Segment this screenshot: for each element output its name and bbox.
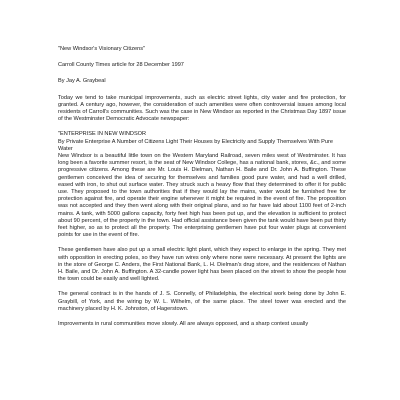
electric-light-paragraph: These gentlemen have also put up a small electric light plant, which they expect to enlarge in the spring. They met with opposition in erecting poles, so they have run wires only where none were necessary. At present the lights are in the store of George C. Anders, the First National Bank, L. H. Dielman's drug store, and the residences of Nathan H. Baile, and Dr. John A. Buffington. A 32-candle power light has been placed on the street to show the people how the town could be easily and well lighted. [58,247,346,283]
quoted-article [58,131,346,239]
quote-subheading: By Private Enterprise A Number of Citizens Light Their Houses by Electricity and Supply Themselves With Pure Water [58,138,333,152]
closing-paragraph: Improvements in rural communities move slowly. All are always opposed, and a sharp contest usually [58,321,309,328]
quote-heading: "ENTERPRISE IN NEW WINDSOR [58,131,147,138]
article-title: "New Windsor's Visionary Citizens" [58,46,146,52]
article-byline: By Jay A. Graybeal [58,78,106,85]
document-page [58,46,346,336]
contract-paragraph: The general contract is in the hands of J. S. Connelly, of Philadelphia, the electrical work being done by John E. Graybill, of York, and the wiring by W. L. Wilhelm, of the same place. The steel tower was erected and the machinery placed by H. K. Johnston, of Hagerstown. [58,291,346,312]
quote-body: New Windsor is a beautiful little town on the Western Maryland Railroad, seven miles west of Westminster. It has long been a favorite summer resort, is the seat of New Windsor College, has a national bank, stores, &c., and some progressive citizens. Among these are Mr. Louis H. Dielman, Nathan H. Baile and Dr. John A. Buffington. These gentlemen conceived the idea of securing for themselves and families good pure water, and had a well drilled, eased with iron, to shut out surface water. They struck such a heavy flow that they determined to offer it for public use. They proposed to the town authorities that if they would lay the mains, water would be furnished free for protection against fire, and operate their engine whenever it might be required in the event of fire. The proposition was not accepted and they then went along with their original plans, and so far have laid about 1100 feet of 2-inch mains. A tank, with 5000 gallons capacity, forty feet high has been put up, and the elevation is sufficient to protect about 90 percent, of the property in the town. Had official assistance been given the tank would have been put thirty feet higher, so as to protect all the property. The enterprising gentlemen have put four water plugs at convenient points for use in the event of fire. [58,153,346,239]
article-publication-info: Carroll County Times article for 28 December 1997 [58,62,184,69]
intro-paragraph: Today we tend to take municipal improvements, such as electric street lights, city water and fire protection, for granted. A century ago, however, the consideration of such amenities were often controversial issues among local residents of Carroll's communities. Such was the case in New Windsor as reported in the Christmas Day 1897 issue of the Westminster Democratic Advocate newspaper: [58,94,346,123]
